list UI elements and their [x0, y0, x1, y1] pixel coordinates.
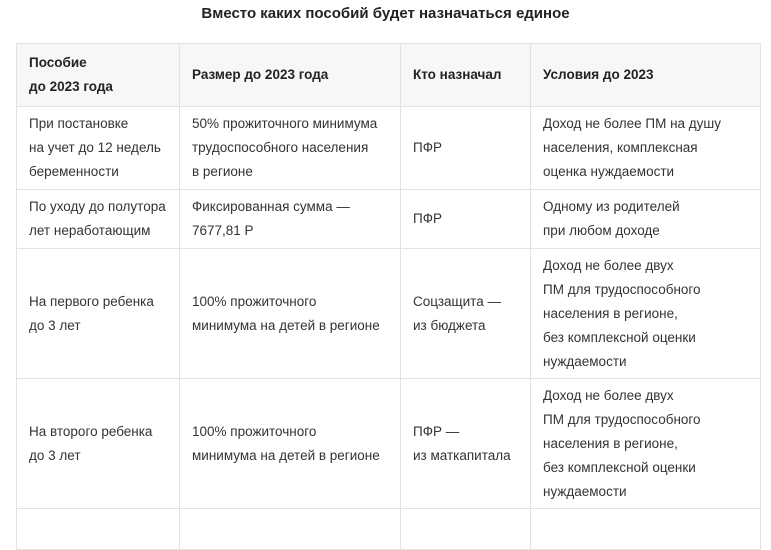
header-benefit: Пособие до 2023 года [17, 44, 180, 107]
cell-conditions: Одному из родителей при любом доходе [531, 190, 761, 249]
cell-benefit: По уходу до полутора лет неработающим [17, 190, 180, 249]
cell-benefit: На первого ребенка до 3 лет [17, 249, 180, 379]
table-row [17, 249, 761, 379]
header-issuer: Кто назначал [401, 44, 531, 107]
table-row [17, 190, 761, 249]
table-row [17, 379, 761, 509]
cell-amount [180, 509, 401, 550]
cell-amount: 50% прожиточного минимума трудоспособного населения в регионе [180, 107, 401, 190]
benefits-table [16, 43, 761, 550]
cell-conditions: Доход не более двух ПМ для трудоспособного населения в регионе, без комплексной оценки нуждаемости [531, 249, 761, 379]
cell-issuer: Соцзащита — из бюджета [401, 249, 531, 379]
cell-issuer: ПФР — из маткапитала [401, 379, 531, 509]
table-header-row [17, 44, 761, 107]
table-row [17, 509, 761, 550]
cell-benefit [17, 509, 180, 550]
cell-amount: 100% прожиточного минимума на детей в регионе [180, 379, 401, 509]
cell-conditions: Доход не более ПМ на душу населения, комплексная оценка нуждаемости [531, 107, 761, 190]
cell-conditions [531, 509, 761, 550]
header-amount: Размер до 2023 года [180, 44, 401, 107]
cell-amount: Фиксированная сумма — 7677,81 Р [180, 190, 401, 249]
cell-conditions: Доход не более двух ПМ для трудоспособного населения в регионе, без комплексной оценки нуждаемости [531, 379, 761, 509]
header-conditions: Условия до 2023 [531, 44, 761, 107]
table-title: Вместо каких пособий будет назначаться единое [201, 5, 570, 22]
cell-benefit: На второго ребенка до 3 лет [17, 379, 180, 509]
cell-issuer: ПФР [401, 190, 531, 249]
cell-benefit: При постановке на учет до 12 недель беременности [17, 107, 180, 190]
table-row [17, 107, 761, 190]
cell-issuer: ПФР [401, 107, 531, 190]
cell-amount: 100% прожиточного минимума на детей в регионе [180, 249, 401, 379]
cell-issuer [401, 509, 531, 550]
